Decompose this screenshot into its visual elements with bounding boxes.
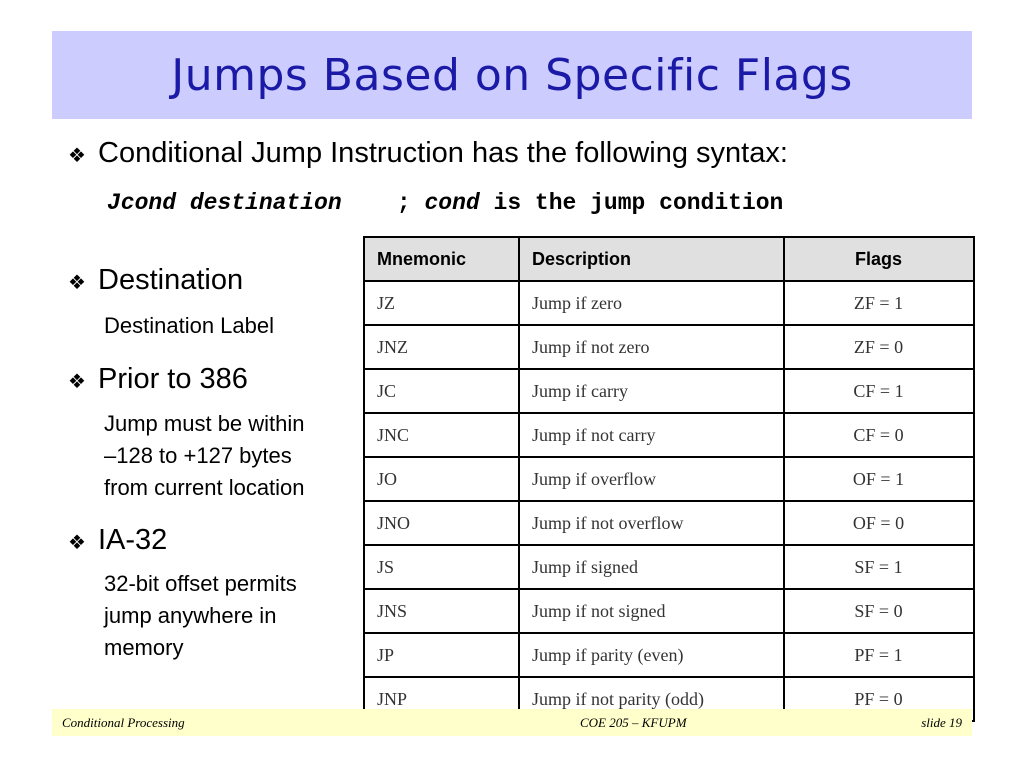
table-row: [364, 281, 974, 325]
cell-flags: ZF = 1: [784, 281, 974, 325]
cell-description: Jump if not overflow: [519, 501, 784, 545]
syntax-line: [107, 190, 783, 216]
header-description: Description: [519, 237, 784, 281]
cell-description: Jump if not parity (odd): [519, 677, 784, 721]
cell-mnemonic: JNO: [364, 501, 519, 545]
bullet-line: Destination Label: [104, 313, 275, 338]
footer-center: COE 205 – KFUPM: [580, 715, 687, 730]
table-row: [364, 413, 974, 457]
cell-flags: PF = 1: [784, 633, 974, 677]
cell-mnemonic: JNP: [364, 677, 519, 721]
bullet-intro-text: Conditional Jump Instruction has the following syntax:: [98, 137, 788, 169]
bullet-diamond-icon: ❖: [68, 369, 86, 393]
cell-mnemonic: JC: [364, 369, 519, 413]
cell-mnemonic: JS: [364, 545, 519, 589]
bullet-prior-386-body: [104, 408, 305, 504]
bullet-line: memory: [104, 635, 184, 660]
bullet-line: –128 to +127 bytes: [104, 443, 292, 468]
cell-mnemonic: JNZ: [364, 325, 519, 369]
cell-flags: CF = 0: [784, 413, 974, 457]
bullet-diamond-icon: ❖: [68, 530, 86, 554]
header-mnemonic: Mnemonic: [364, 237, 519, 281]
cell-description: Jump if not carry: [519, 413, 784, 457]
cell-mnemonic: JNC: [364, 413, 519, 457]
footer-slide-number: slide 19: [921, 715, 962, 730]
table-row: [364, 457, 974, 501]
cell-flags: OF = 0: [784, 501, 974, 545]
flags-table: [363, 236, 975, 722]
bullet-line: from current location: [104, 475, 305, 500]
syntax-cond: cond: [424, 190, 480, 216]
slide-title: Jumps Based on Specific Flags: [171, 49, 853, 101]
syntax-semicolon: ;: [396, 190, 411, 216]
cell-description: Jump if signed: [519, 545, 784, 589]
table-row: [364, 369, 974, 413]
cell-description: Jump if not signed: [519, 589, 784, 633]
bullet-line: 32-bit offset permits: [104, 571, 297, 596]
cell-flags: SF = 1: [784, 545, 974, 589]
table-row: [364, 325, 974, 369]
table-row: [364, 589, 974, 633]
table-row: [364, 545, 974, 589]
bullet-heading: Destination: [98, 264, 244, 296]
bullet-ia32-body: [104, 568, 297, 664]
bullet-line: jump anywhere in: [104, 603, 277, 628]
bullet-ia32: [68, 524, 167, 557]
bullet-intro: [68, 137, 788, 170]
bullet-diamond-icon: ❖: [68, 143, 86, 167]
cell-description: Jump if zero: [519, 281, 784, 325]
bullet-prior-386: [68, 363, 248, 396]
title-bar: [52, 31, 972, 119]
cell-mnemonic: JZ: [364, 281, 519, 325]
cell-flags: OF = 1: [784, 457, 974, 501]
cell-flags: SF = 0: [784, 589, 974, 633]
cell-description: Jump if overflow: [519, 457, 784, 501]
cell-flags: PF = 0: [784, 677, 974, 721]
bullet-heading: IA-32: [98, 524, 168, 556]
cell-flags: ZF = 0: [784, 325, 974, 369]
bullet-destination-body: [104, 310, 274, 342]
syntax-rest: is the jump condition: [493, 190, 784, 216]
cell-mnemonic: JO: [364, 457, 519, 501]
bullet-diamond-icon: ❖: [68, 270, 86, 294]
cell-description: Jump if not zero: [519, 325, 784, 369]
bullet-heading: Prior to 386: [98, 363, 248, 395]
header-flags: Flags: [784, 237, 974, 281]
cell-description: Jump if carry: [519, 369, 784, 413]
cell-mnemonic: JNS: [364, 589, 519, 633]
slide-footer: [52, 709, 972, 736]
table-row: [364, 633, 974, 677]
table-header-row: [364, 237, 974, 281]
cell-description: Jump if parity (even): [519, 633, 784, 677]
footer-left: Conditional Processing: [62, 715, 185, 730]
cell-mnemonic: JP: [364, 633, 519, 677]
table-row: [364, 501, 974, 545]
bullet-line: Jump must be within: [104, 411, 305, 436]
bullet-destination: [68, 264, 243, 297]
syntax-instr: Jcond destination: [107, 190, 342, 216]
cell-flags: CF = 1: [784, 369, 974, 413]
